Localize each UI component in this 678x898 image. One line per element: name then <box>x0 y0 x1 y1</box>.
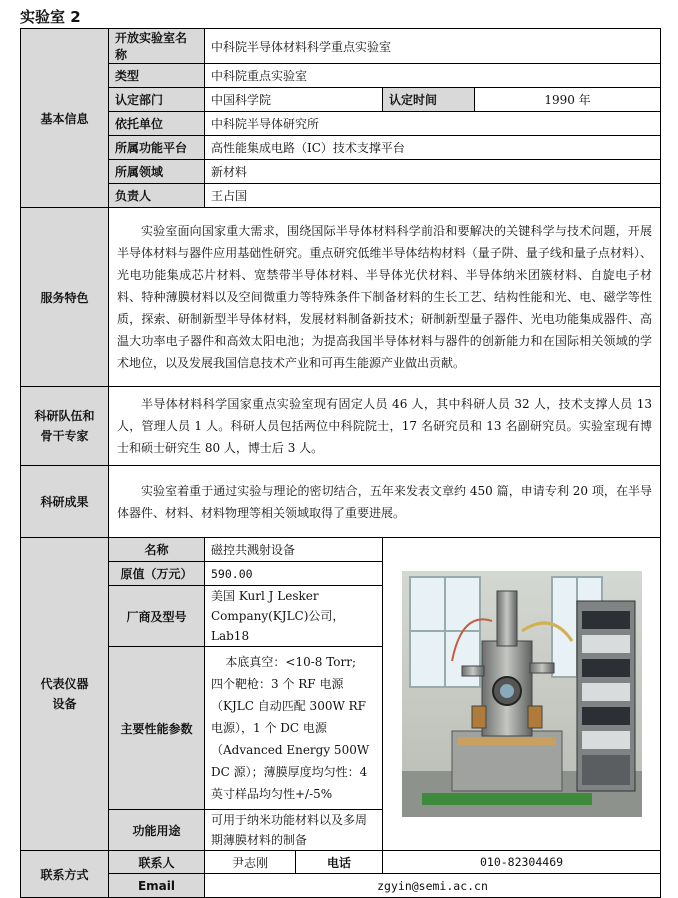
dept-label: 认定部门 <box>109 88 205 112</box>
equipment-label-line2: 设备 <box>52 697 77 711</box>
field-value: 新材料 <box>205 160 661 184</box>
equip-name-value: 磁控共溅射设备 <box>205 538 383 562</box>
equipment-label-line1: 代表仪器 <box>40 677 89 691</box>
lab-name-label: 开放实验室名称 <box>109 29 205 64</box>
head-value: 王占国 <box>205 184 661 208</box>
contact-person-cell <box>205 851 383 874</box>
contact-email-label: Email <box>109 874 205 898</box>
contact-phone-label: 电话 <box>296 851 382 873</box>
equipment-photo <box>402 571 642 817</box>
equip-maker-line2: Company(KJLC)公司，Lab18 <box>211 609 345 643</box>
platform-value: 高性能集成电路（IC）技术支撑平台 <box>205 136 661 160</box>
section-contact: 联系方式 <box>21 851 109 898</box>
type-value: 中科院重点实验室 <box>205 64 661 88</box>
equip-params-value <box>205 647 383 810</box>
contact-person-label: 联系人 <box>109 851 205 874</box>
equip-params-line1: 本底真空：<10-8 Torr; <box>225 655 357 669</box>
team-label-line2: 骨干专家 <box>40 429 89 443</box>
page-heading: 实验室 2 <box>20 8 81 26</box>
platform-label: 所属功能平台 <box>109 136 205 160</box>
features-text: 实验室面向国家重大需求，围绕国际半导体材料科学前沿和要解决的关键科学与技术问题，开展半导体材料与器件应用基础性研究。重点研究低维半导体结构材料（量子阱、量子线和量子点材料）、光电功能集成芯片材料、宽禁带半导体材料、半导体光伏材料、半导体纳米团簇材料、自旋电子材料、特种薄膜材料以及空间微重力等特殊条件下制备材料的生长工艺、结构性能和光、电、磁学等性质，探索、研制新型半导体材料，发展材料制备新技术；研制新型量子器件、光电功能集成器件、高温大功率电子器件和高效太阳电池；为提高我国半导体材料与器件的创新能力和在国际相关领域的学术地位，以及发展我国信息技术产业和可再生能源产业做出贡献。 <box>109 208 661 387</box>
lab-name-value: 中科院半导体材料科学重点实验室 <box>205 29 661 64</box>
equip-price-value: 590.00 <box>205 562 383 586</box>
section-basic-info: 基本信息 <box>21 29 109 208</box>
type-label: 类型 <box>109 64 205 88</box>
section-equipment <box>21 538 109 851</box>
section-results: 科研成果 <box>21 466 109 538</box>
equip-name-label: 名称 <box>109 538 205 562</box>
equip-params-line2: 四个靶枪：3 个 RF 电源（KJLC 自动匹配 300W RF 电源），1 个 DC 电源（Advanced Energy 500W DC 源）；薄膜厚度均匀性：4 英寸样品均匀性+/-5% <box>211 677 370 801</box>
equip-maker-label: 厂商及型号 <box>109 586 205 647</box>
equip-use-label: 功能用途 <box>109 810 205 851</box>
org-label: 依托单位 <box>109 112 205 136</box>
equip-params-label: 主要性能参数 <box>109 647 205 810</box>
org-value: 中科院半导体研究所 <box>205 112 661 136</box>
equipment-photo-cell <box>383 538 661 851</box>
results-text: 实验室着重于通过实验与理论的密切结合，五年来发表文章约 450 篇，申请专利 20 项，在半导体器件、材料、材料物理等相关领域取得了重要进展。 <box>109 466 661 538</box>
time-label: 认定时间 <box>383 88 475 112</box>
team-text: 半导体材料科学国家重点实验室现有固定人员 46 人，其中科研人员 32 人，技术支撑人员 13 人，管理人员 1 人。科研人员包括两位中科院院士，17 名研究员和 13 名副研究员。实验室现有博士和硕士研究生 80 人，博士后 3 人。 <box>109 387 661 466</box>
contact-email-value[interactable]: zgyin@semi.ac.cn <box>205 874 661 898</box>
contact-person-value: 尹志刚 <box>205 851 296 873</box>
contact-phone-value: 010-82304469 <box>383 851 661 874</box>
field-label: 所属领域 <box>109 160 205 184</box>
time-value: 1990 年 <box>475 88 661 112</box>
section-features: 服务特色 <box>21 208 109 387</box>
equip-maker-line1: 美国 Kurl J Lesker <box>211 589 319 603</box>
head-label: 负责人 <box>109 184 205 208</box>
dept-value: 中国科学院 <box>205 88 383 112</box>
team-label-line1: 科研队伍和 <box>34 409 95 423</box>
equip-price-label: 原值（万元） <box>109 562 205 586</box>
equip-use-value: 可用于纳米功能材料以及多周期薄膜材料的制备 <box>205 810 383 851</box>
lab-info-table <box>20 28 661 898</box>
equip-maker-value <box>205 586 383 647</box>
section-team <box>21 387 109 466</box>
